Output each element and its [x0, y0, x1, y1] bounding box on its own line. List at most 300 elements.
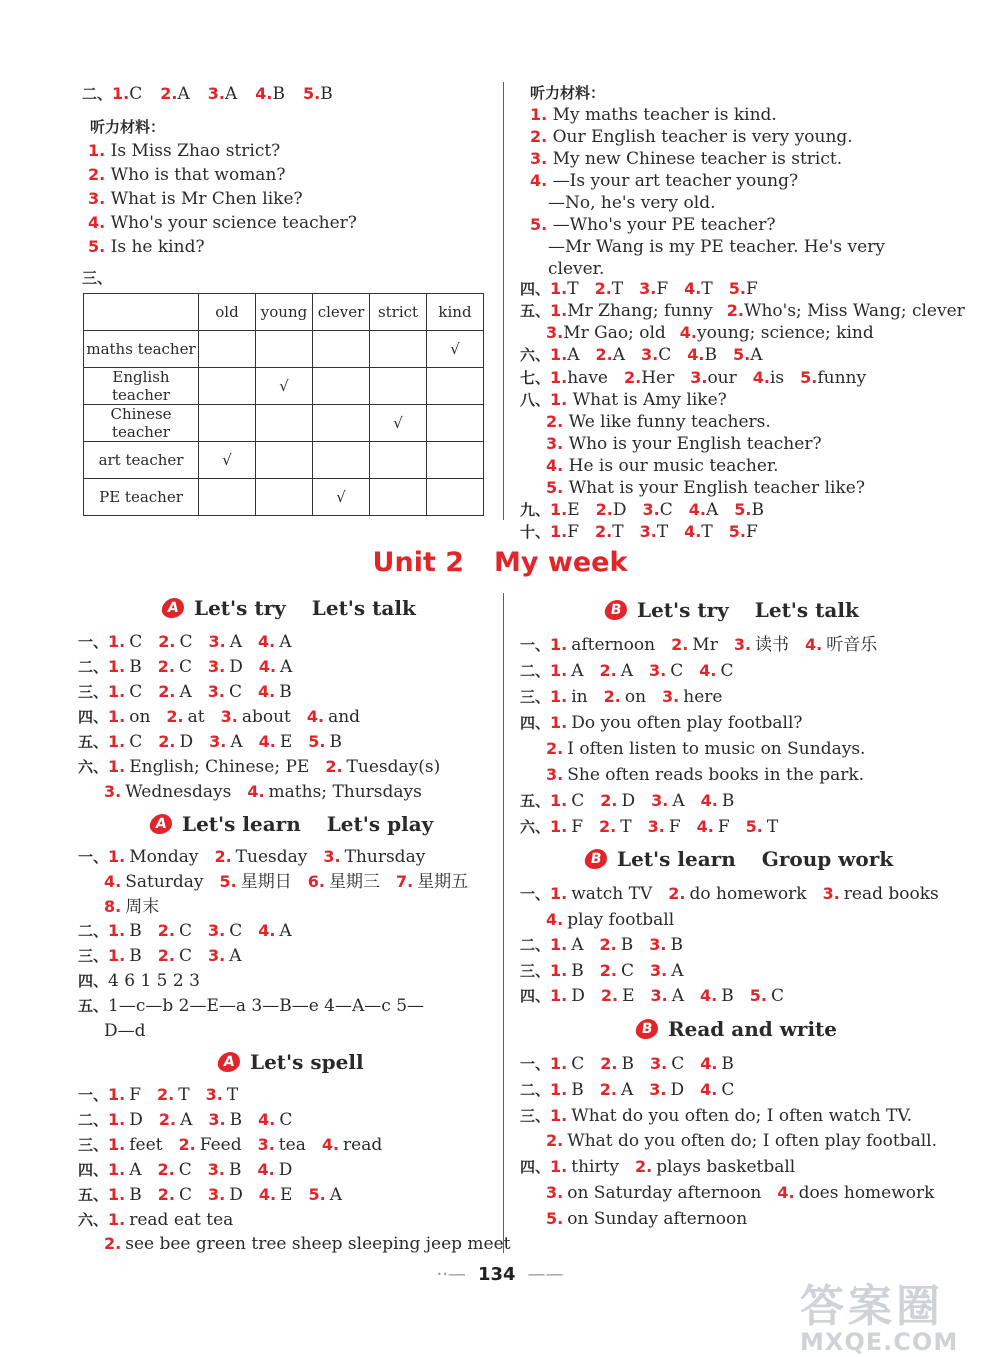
item-number: 2.	[325, 757, 343, 776]
check-cell	[313, 368, 370, 405]
answer-line: 3.Mr Gao; old 4.young; science; kind	[546, 323, 874, 343]
table-row	[84, 368, 484, 405]
item-number: 3.	[207, 921, 226, 941]
check-cell	[256, 405, 313, 442]
item-answer: watch TV	[571, 884, 653, 904]
item-answer: tea	[278, 1134, 306, 1155]
check-cell: √	[370, 405, 427, 442]
item-answer: C	[179, 632, 193, 652]
item-number: 3.	[207, 657, 226, 676]
item-answer: 星期五	[417, 871, 469, 892]
item-answer: C	[129, 732, 143, 752]
item-number: 2.	[157, 1184, 175, 1204]
item-number: 3.	[649, 960, 668, 980]
item-answer: afternoon	[571, 635, 656, 655]
check-cell	[427, 368, 484, 405]
item-number: 1.	[550, 687, 568, 706]
answer-line: 二、1. D 2. A 3. B 4. C	[78, 1109, 293, 1130]
item-answer: B	[571, 960, 584, 981]
item-answer: C	[178, 946, 192, 967]
item-answer: Thursday	[344, 847, 426, 867]
item-number: 2.	[158, 682, 176, 701]
item-answer: E	[622, 986, 635, 1006]
check-cell	[313, 442, 370, 479]
item-answer: D	[229, 1184, 243, 1205]
answer-line: 四、1. A 2. C 3. B 4. D	[78, 1159, 293, 1180]
item-answer: on Saturday afternoon	[567, 1183, 762, 1203]
item-number: 3.	[649, 1079, 667, 1099]
item-number: 1.	[108, 1209, 126, 1229]
item-number: 1.	[108, 732, 126, 751]
item-answer: A	[229, 946, 242, 967]
item-answer: read books	[843, 884, 939, 904]
item-number: 1.	[550, 884, 568, 903]
item-answer: Do you often play football?	[571, 713, 803, 733]
table-row	[84, 331, 484, 368]
item-number: 4.	[258, 1184, 277, 1204]
item-answer: C	[279, 1109, 293, 1130]
item-number: 3.	[546, 765, 564, 784]
answer-line	[546, 738, 865, 760]
item-number: 1.	[550, 635, 568, 654]
item-number: 2.	[158, 732, 176, 751]
item-answer: C	[720, 661, 734, 681]
answer-line	[104, 781, 422, 803]
listening-line: 3. What is Mr Chen like?	[88, 189, 303, 209]
item-answer: A	[230, 732, 243, 752]
item-answer: B	[228, 1159, 242, 1180]
item-answer: does homework	[798, 1183, 935, 1203]
item-number: 4.	[700, 1079, 718, 1099]
table-row	[84, 442, 484, 479]
item-answer: D	[621, 791, 636, 811]
table-header-row	[84, 294, 484, 331]
item-number: 2.	[635, 1157, 653, 1177]
answer-line: 六、1. English; Chinese; PE 2. Tuesday(s)	[78, 757, 441, 777]
item-answer: B	[571, 1079, 584, 1100]
item-answer: T	[226, 1085, 239, 1105]
item-answer: here	[683, 687, 723, 707]
table-row	[84, 405, 484, 442]
answer-line: 三、1. B 2. C 3. A	[520, 960, 684, 981]
item-number: 6.	[307, 871, 325, 891]
item-answer: B	[229, 1109, 243, 1130]
check-cell	[199, 368, 256, 405]
answer-table	[83, 293, 484, 516]
item-number: 3.	[208, 1109, 226, 1129]
answer-line: 四、1. D 2. E 3. A 4. B 5. C	[520, 986, 784, 1006]
section-heading: A Let's learn Let's play	[150, 812, 433, 836]
answer-line: 三、1. C 2. A 3. C 4. B	[78, 682, 292, 702]
item-number: 2.	[599, 960, 617, 980]
item-answer: about	[241, 707, 291, 727]
item-answer: E	[280, 1184, 293, 1205]
table-header-cell: clever	[313, 294, 370, 331]
answer-line: 八、1. What is Amy like?	[520, 390, 727, 410]
row-label: English teacher	[84, 368, 199, 405]
listening-title: 听力材料：	[530, 84, 606, 102]
item-number: 2.	[104, 1234, 122, 1254]
answer-line	[104, 1233, 511, 1255]
answer-line: 一、1. afternoon 2. Mr 3. 读书 4. 听音乐	[520, 635, 878, 655]
item-answer: B	[621, 1054, 634, 1074]
item-answer: B	[129, 657, 142, 677]
section-badge-icon: B	[635, 1019, 660, 1039]
item-number: 2.	[603, 687, 621, 706]
check-cell	[256, 442, 313, 479]
check-cell	[427, 405, 484, 442]
item-answer: A	[672, 791, 685, 811]
column-divider	[503, 82, 504, 520]
item-number: 3.	[207, 1184, 226, 1204]
check-cell: √	[199, 442, 256, 479]
answer-line: 六、1. F 2. T 3. F 4. F 5. T	[520, 817, 779, 837]
item-answer: A	[329, 1184, 342, 1205]
answer-line: 二、1. A 2. B 3. B	[520, 935, 683, 955]
answer-line: 九、1.E 2.D 3.C 4.A 5.B	[520, 500, 764, 520]
item-number: 4.	[805, 635, 823, 654]
item-answer: in	[571, 687, 588, 707]
item-answer: A	[571, 935, 584, 955]
item-answer: A	[620, 1079, 634, 1100]
answer-line: 三、1. in 2. on 3. here	[520, 687, 723, 707]
table-header-cell: young	[256, 294, 313, 331]
item-number: 3.	[323, 847, 341, 866]
table-header-cell: old	[199, 294, 256, 331]
check-cell	[256, 331, 313, 368]
item-answer: B	[129, 946, 142, 967]
item-number: 1.	[550, 713, 568, 732]
item-answer: on Sunday afternoon	[567, 1208, 748, 1229]
item-number: 3.	[649, 935, 667, 954]
item-answer: A	[279, 921, 292, 942]
item-number: 1.	[550, 817, 568, 836]
item-answer: C	[129, 632, 143, 652]
item-number: 2.	[599, 661, 617, 680]
answer-line: 五、1. C 2. D 3. A 4. E 5. B	[78, 732, 342, 752]
check-cell	[256, 479, 313, 516]
item-answer: D	[571, 986, 585, 1006]
item-answer: Monday	[129, 847, 199, 867]
listening-title: 听力材料：	[90, 118, 166, 136]
item-answer: What do you often do; I often play football.	[567, 1131, 937, 1152]
section-badge-icon: A	[161, 598, 186, 618]
item-number: 2.	[158, 632, 176, 651]
answer-line: 三、1. What do you often do; I often watch TV.	[520, 1105, 913, 1126]
item-number: 2.	[157, 921, 175, 941]
answer-line: 一、1. F 2. T 3. T	[78, 1085, 239, 1105]
item-number: 1.	[108, 682, 126, 701]
item-answer: F	[717, 817, 730, 837]
item-answer: on	[129, 707, 151, 727]
item-answer: 4 6 1 5 2 3	[108, 971, 200, 991]
item-number: 4.	[699, 661, 717, 680]
item-answer: B	[620, 935, 634, 955]
item-number: 5.	[219, 871, 237, 891]
item-answer: A	[620, 661, 634, 681]
item-number: 1.	[550, 1079, 568, 1099]
item-number: 2.	[178, 1134, 196, 1154]
item-answer: at	[187, 707, 205, 727]
page-number: ··— 134 ——	[436, 1264, 564, 1285]
item-number: 5.	[749, 986, 767, 1005]
answer-line	[546, 1130, 937, 1152]
item-number: 2.	[157, 1085, 175, 1104]
answer-line	[546, 1208, 747, 1230]
answer-line	[104, 1020, 146, 1042]
item-number: 4.	[258, 921, 276, 941]
check-cell	[313, 405, 370, 442]
item-number: 5.	[308, 1184, 326, 1204]
table-row	[84, 479, 484, 516]
item-answer: Feed	[199, 1134, 242, 1155]
row-label: maths teacher	[84, 331, 199, 368]
section-badge-icon: A	[217, 1052, 242, 1072]
item-number: 4.	[546, 909, 564, 929]
item-number: 7.	[395, 871, 414, 891]
item-number: 4.	[247, 782, 265, 801]
item-number: 3.	[205, 1085, 223, 1104]
answer-line	[546, 909, 674, 931]
item-answer: B	[721, 986, 734, 1006]
listening-line: —No, he's very old.	[548, 193, 716, 213]
item-number: 1.	[108, 1109, 126, 1129]
item-number: 2.	[158, 1109, 177, 1129]
item-answer: Saturday	[125, 871, 204, 892]
item-number: 3.	[104, 782, 122, 801]
section-heading: A Let's spell	[218, 1050, 364, 1074]
item-number: 1.	[108, 1159, 126, 1179]
item-answer: A	[671, 986, 685, 1006]
watermark-logo: 答案圈 MXQE.COM	[800, 1281, 959, 1356]
check-cell	[370, 331, 427, 368]
item-number: 4.	[777, 1183, 795, 1202]
section-number: 三、	[82, 269, 113, 287]
answer-line: 一、1. C 2. B 3. C 4. B	[520, 1054, 734, 1074]
item-number: 4.	[257, 1159, 275, 1179]
item-number: 4.	[700, 986, 718, 1005]
listening-line: 3. My new Chinese teacher is strict.	[530, 149, 843, 169]
item-number: 8.	[104, 896, 122, 916]
item-answer: A	[279, 632, 292, 652]
item-number: 1.	[550, 1054, 568, 1073]
check-cell	[370, 368, 427, 405]
table-header-cell: kind	[427, 294, 484, 331]
item-answer: A	[571, 661, 584, 681]
item-number: 5.	[308, 732, 326, 751]
item-number: 4.	[306, 707, 325, 726]
item-number: 4.	[700, 1054, 718, 1073]
item-answer: read eat tea	[129, 1209, 234, 1230]
listening-line: clever.	[548, 259, 605, 279]
item-number: 1.	[108, 632, 126, 651]
answer-line	[104, 871, 468, 893]
answer-line: 三、1. feet 2. Feed 3. tea 4. read	[78, 1134, 383, 1155]
answer-line: 三、1. B 2. C 3. A	[78, 946, 242, 967]
item-answer: C	[571, 791, 585, 811]
item-number: 1.	[108, 707, 126, 726]
answer-line: 四、4 6 1 5 2 3	[78, 971, 200, 991]
item-answer: C	[770, 986, 784, 1006]
item-number: 3.	[662, 687, 680, 706]
answer-line: 五、1. C 2. D 3. A 4. B	[520, 791, 735, 811]
answer-line: 一、1. watch TV 2. do homework 3. read books	[520, 884, 939, 904]
check-cell: √	[427, 331, 484, 368]
listening-line: 5. —Who's your PE teacher?	[530, 215, 776, 235]
answer-line: 二、1. B 2. A 3. D 4. C	[520, 1079, 735, 1100]
item-number: 2.	[599, 935, 617, 954]
item-number: 3.	[209, 732, 227, 751]
item-answer: C	[670, 661, 684, 681]
row-label: Chinese teacher	[84, 405, 199, 442]
item-number: 1.	[108, 1134, 126, 1154]
answer-line: 5. What is your English teacher like?	[546, 478, 865, 498]
item-number: 2.	[166, 707, 184, 726]
item-number: 3.	[822, 884, 840, 903]
item-number: 1.	[108, 757, 126, 776]
item-answer: plays basketball	[656, 1157, 796, 1178]
answer-line: 2. We like funny teachers.	[546, 412, 771, 432]
answer-line	[546, 764, 864, 786]
item-number: 3.	[208, 632, 226, 651]
section-heading: B Let's learn Group work	[585, 847, 893, 871]
item-answer: A	[229, 632, 242, 652]
item-answer: and	[328, 707, 361, 727]
answer-line: 二、1. B 2. C 3. D 4. A	[78, 657, 293, 677]
section-heading: B Read and write	[636, 1017, 837, 1041]
listening-line: —Mr Wang is my PE teacher. He's very	[548, 237, 885, 257]
item-answer: B	[670, 935, 683, 955]
answer-line: 五、1.Mr Zhang; funny 2.Who's; Miss Wang; clever	[520, 301, 965, 321]
item-answer: C	[571, 1054, 585, 1074]
item-number: 1.	[550, 935, 568, 954]
item-number: 1.	[550, 1105, 568, 1125]
listening-line: 4. —Is your art teacher young?	[530, 171, 799, 191]
item-answer: D	[670, 1079, 685, 1100]
item-answer: on	[624, 687, 647, 707]
item-number: 2.	[600, 1054, 618, 1073]
item-number: 4.	[258, 732, 276, 751]
item-answer: D	[278, 1159, 293, 1180]
listening-line: 1. My maths teacher is kind.	[530, 105, 777, 125]
item-answer: She often reads books in the park.	[567, 765, 865, 785]
item-answer: thirty	[571, 1157, 620, 1178]
check-cell	[370, 479, 427, 516]
answer-line: 五、1—c—b 2—E—a 3—B—e 4—A—c 5—	[78, 995, 425, 1016]
item-number: 2.	[214, 847, 232, 866]
item-number: 4.	[700, 791, 718, 810]
item-answer: maths; Thursdays	[268, 782, 422, 802]
item-number: 2.	[157, 946, 175, 966]
item-answer: A	[179, 682, 192, 702]
item-number: 2.	[599, 817, 617, 836]
check-cell	[199, 331, 256, 368]
item-answer: I often listen to music on Sundays.	[567, 739, 866, 759]
item-answer: D—d	[104, 1020, 146, 1041]
item-number: 1.	[550, 960, 568, 980]
item-answer: T	[766, 817, 779, 837]
item-answer: read	[343, 1134, 383, 1155]
item-number: 4.	[257, 682, 276, 701]
item-answer: C	[129, 682, 143, 702]
table-header-cell: strict	[370, 294, 427, 331]
item-number: 1.	[108, 1184, 126, 1204]
item-number: 3.	[647, 817, 665, 836]
answer-line: 七、1.have 2.Her 3.our 4.is 5.funny	[520, 368, 867, 388]
item-answer: B	[129, 921, 142, 942]
item-number: 1.	[108, 946, 126, 966]
item-number: 3.	[220, 707, 238, 726]
item-number: 3.	[207, 946, 226, 966]
item-number: 2.	[599, 1079, 617, 1099]
answer-line: 四、1. on 2. at 3. about 4. and	[78, 707, 361, 727]
item-answer: 周末	[125, 896, 160, 917]
section-badge-icon: A	[149, 814, 174, 834]
item-number: 1.	[108, 1085, 126, 1104]
item-number: 5.	[546, 1208, 564, 1228]
item-answer: A	[280, 657, 293, 677]
item-answer: do homework	[689, 884, 807, 904]
listening-line: 1. Is Miss Zhao strict?	[88, 141, 281, 161]
answer-line: 3. Who is your English teacher?	[546, 434, 822, 454]
item-answer: B	[279, 682, 292, 702]
answer-line: 4. He is our music teacher.	[546, 456, 779, 476]
item-answer: D	[129, 1109, 143, 1130]
row-label: PE teacher	[84, 479, 199, 516]
answer-line	[104, 896, 159, 918]
item-answer: T	[620, 817, 632, 837]
item-number: 3.	[651, 791, 669, 810]
item-answer: C	[178, 1159, 192, 1180]
check-cell	[370, 442, 427, 479]
item-answer: D	[179, 732, 194, 752]
item-number: 1.	[550, 791, 568, 810]
listening-line: 5. Is he kind?	[88, 237, 205, 257]
answer-line: 一、1. C 2. C 3. A 4. A	[78, 632, 292, 652]
item-answer: 星期日	[240, 871, 292, 892]
item-number: 3.	[733, 635, 752, 654]
item-number: 1.	[550, 986, 568, 1005]
item-answer: T	[178, 1085, 190, 1105]
item-answer: C	[178, 921, 192, 942]
item-number: 3.	[207, 1159, 225, 1179]
item-answer: C	[721, 1079, 735, 1100]
item-answer: What do you often do; I often watch TV.	[571, 1105, 913, 1126]
column-divider	[503, 593, 504, 1253]
item-answer: C	[178, 657, 192, 677]
section-badge-icon: B	[604, 600, 629, 620]
item-number: 3.	[546, 1183, 564, 1202]
check-cell	[313, 331, 370, 368]
item-number: 1.	[108, 847, 126, 866]
item-number: 4.	[696, 817, 714, 836]
item-answer: A	[180, 1109, 193, 1130]
row-label: art teacher	[84, 442, 199, 479]
item-number: 2.	[546, 1131, 564, 1151]
item-number: 3.	[257, 1134, 275, 1154]
section-heading: B Let's try Let's talk	[605, 598, 859, 622]
item-answer: C	[620, 960, 634, 981]
listening-line: 4. Who's your science teacher?	[88, 213, 357, 233]
item-answer: C	[671, 1054, 685, 1074]
unit-title: Unit 2 My week	[372, 547, 628, 578]
item-number: 4.	[321, 1134, 340, 1154]
item-number: 2.	[600, 986, 619, 1005]
item-answer: feet	[129, 1134, 163, 1155]
item-answer: A	[671, 960, 684, 981]
item-answer: Tuesday(s)	[346, 757, 441, 777]
check-cell	[427, 479, 484, 516]
